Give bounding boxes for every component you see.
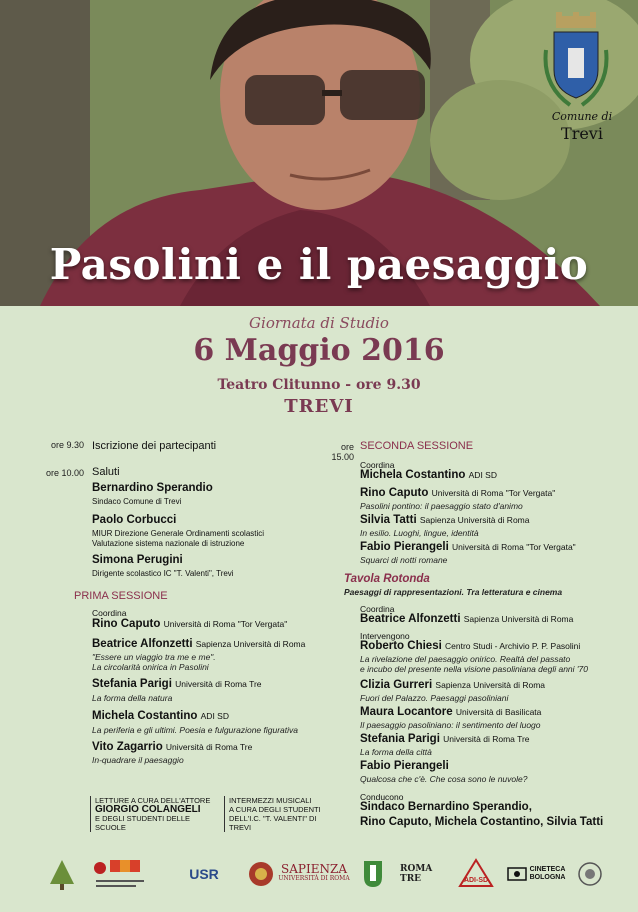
cineteca-line: BOLOGNA xyxy=(529,874,566,881)
talk-title: In-quadrare il paesaggio xyxy=(92,755,184,765)
round-seal-icon xyxy=(577,861,603,887)
speaker-name: Paolo Corbucci xyxy=(92,514,177,526)
note-line: E DEGLI STUDENTI DELLE SCUOLE xyxy=(95,814,191,832)
logo-nidf xyxy=(92,854,150,894)
speaker-name: Beatrice Alfonzetti Sapienza Università di Roma xyxy=(92,638,306,650)
usr-text: USR xyxy=(189,866,219,882)
coordinator-label: Coordina xyxy=(92,608,127,618)
nidf-icon xyxy=(92,854,150,894)
speaker-name: Stefania Parigi Università di Roma Tre xyxy=(92,678,262,690)
talk-title: In esilio. Luoghi, lingue, identità xyxy=(360,528,479,538)
speaker-role: Dirigente scolastico IC "T. Valenti", Trevi xyxy=(92,569,234,578)
coordinator-label: Coordina xyxy=(360,460,395,470)
speaker-name: Maura Locantore Università di Basilicata xyxy=(360,706,542,718)
talk-title: Squarci di notti romane xyxy=(360,555,448,565)
conductors-line: Sindaco Bernardino Sperandio, xyxy=(360,801,532,813)
eye-icon xyxy=(507,867,527,881)
event-venue: Teatro Clitunno - ore 9.30 xyxy=(217,377,421,393)
logo-tor-vergata xyxy=(360,854,386,894)
tor-vergata-icon xyxy=(362,859,384,889)
speaker-name: Simona Perugini xyxy=(92,554,183,566)
session-title: PRIMA SESSIONE xyxy=(74,590,168,602)
talk-title: La periferia e gli ultimi. Poesia e fulgurazione figurativa xyxy=(92,725,299,735)
saluti-label: Saluti xyxy=(92,466,120,478)
speaker-name: Silvia Tatti Sapienza Università di Roma xyxy=(360,514,530,526)
talk-title: La forma della natura xyxy=(92,693,173,703)
coordinator-label: Coordina xyxy=(360,604,395,614)
event-type: Giornata di Studio xyxy=(249,314,389,332)
note-line: INTERMEZZI MUSICALI xyxy=(229,796,312,805)
talk-title: Pasolini pontino: il paesaggio stato d'animo xyxy=(360,501,523,511)
talk-title: La forma della città xyxy=(360,747,432,757)
logo-usr xyxy=(174,854,234,894)
talk-title: "Essere un viaggio tra me e me". xyxy=(92,652,216,662)
round-table-title: Tavola Rotonda xyxy=(344,573,430,585)
speaker-name: Vito Zagarrio Università di Roma Tre xyxy=(92,741,253,753)
event-date: 6 Maggio 2016 xyxy=(193,333,445,368)
speaker-role: Sindaco Comune di Trevi xyxy=(92,497,182,506)
adi-sd-text: ADI-SD xyxy=(463,877,489,884)
speaker-name: Rino Caputo Università di Roma "Tor Vergata" xyxy=(92,618,288,630)
logo-villafalletto xyxy=(42,854,82,894)
note-line: DELL'I.C. "T. VALENTI" DI TREVI xyxy=(229,814,317,832)
round-table-subtitle: Paesaggi di rappresentazioni. Tra letteratura e cinema xyxy=(344,587,563,597)
time-label: ore 9.30 xyxy=(50,440,84,450)
note-line: A CURA DEGLI STUDENTI xyxy=(229,805,321,814)
coat-of-arms-icon xyxy=(540,10,612,110)
readings-note xyxy=(90,796,219,832)
speaker-name: Fabio Pierangeli Università di Roma "Tor Vergata" xyxy=(360,541,576,553)
conductors-label: Conducono xyxy=(360,792,404,802)
speaker-role: Valutazione sistema nazionale di istruzione xyxy=(92,539,245,548)
speaker-name: Roberto Chiesi Centro Studi - Archivio P. P. Pasolini xyxy=(360,640,581,652)
speaker-name: Stefania Parigi Università di Roma Tre xyxy=(360,733,530,745)
speaker-role: MIUR Direzione Generale Ordinamenti scolastici xyxy=(92,529,265,538)
speakers-label: Intervengono xyxy=(360,631,410,641)
speaker-name: Fabio Pierangeli xyxy=(360,760,449,772)
hero-photo xyxy=(0,0,638,306)
logo-seal xyxy=(248,854,274,894)
speaker-name: Beatrice Alfonzetti Sapienza Università di Roma xyxy=(360,613,574,625)
speaker-name: Michela Costantino ADI SD xyxy=(92,710,229,722)
session-title: SECONDA SESSIONE xyxy=(360,440,474,452)
event-city: TREVI xyxy=(284,396,354,417)
tree-icon xyxy=(42,854,82,894)
logo-roma-tre xyxy=(400,854,442,894)
registration-label: Iscrizione dei partecipanti xyxy=(92,440,217,452)
speaker-name: Bernardino Sperandio xyxy=(92,482,213,494)
talk-title: La rivelazione del paesaggio onirico. Realtà del passato xyxy=(360,654,571,664)
sponsor-logos xyxy=(0,854,638,902)
time-label: ore 10.00 xyxy=(45,468,84,478)
logo-sapienza xyxy=(278,854,350,894)
conductors-line: Rino Caputo, Michela Costantino, Silvia Tatti xyxy=(360,816,604,828)
talk-title: Fuori del Palazzo. Paesaggi pasoliniani xyxy=(360,693,509,703)
logo-round xyxy=(576,854,604,894)
cineteca-line: CINETECA xyxy=(529,866,566,873)
actor-name: GIORGIO COLANGELI xyxy=(95,804,201,815)
music-note xyxy=(224,796,339,832)
sapienza-text: SAPIENZA xyxy=(281,862,347,876)
seal-icon xyxy=(248,859,274,889)
sapienza-sub: UNIVERSITÀ DI ROMA xyxy=(278,875,350,882)
talk-title: Il paesaggio pasoliniano: il sentimento del luogo xyxy=(360,720,541,730)
adi-sd-icon xyxy=(456,856,496,892)
roma-tre-text: ROMA TRE xyxy=(400,864,433,884)
note-line: LETTURE A CURA DELL'ATTORE xyxy=(95,796,211,805)
talk-title: e incubo del presente nella visione pasoliniana degli anni '70 xyxy=(360,664,588,674)
speaker-name: Clizia Gurreri Sapienza Università di Roma xyxy=(360,679,546,691)
time-label: ore 15.00 xyxy=(331,442,354,462)
comune-name: Trevi xyxy=(561,124,603,143)
logo-adi-sd xyxy=(456,854,496,894)
speaker-name: Rino Caputo Università di Roma "Tor Vergata" xyxy=(360,487,556,499)
comune-di-label: Comune di xyxy=(551,110,613,123)
poster-title: Pasolini e il paesaggio xyxy=(49,240,589,289)
logo-cineteca xyxy=(504,854,568,894)
talk-title: La circolarità onirica in Pasolini xyxy=(92,662,209,672)
speaker-name: Michela Costantino ADI SD xyxy=(360,469,497,481)
cineteca-text xyxy=(530,866,566,882)
talk-title: Qualcosa che c'è. Che cosa sono le nuvole? xyxy=(360,774,528,784)
